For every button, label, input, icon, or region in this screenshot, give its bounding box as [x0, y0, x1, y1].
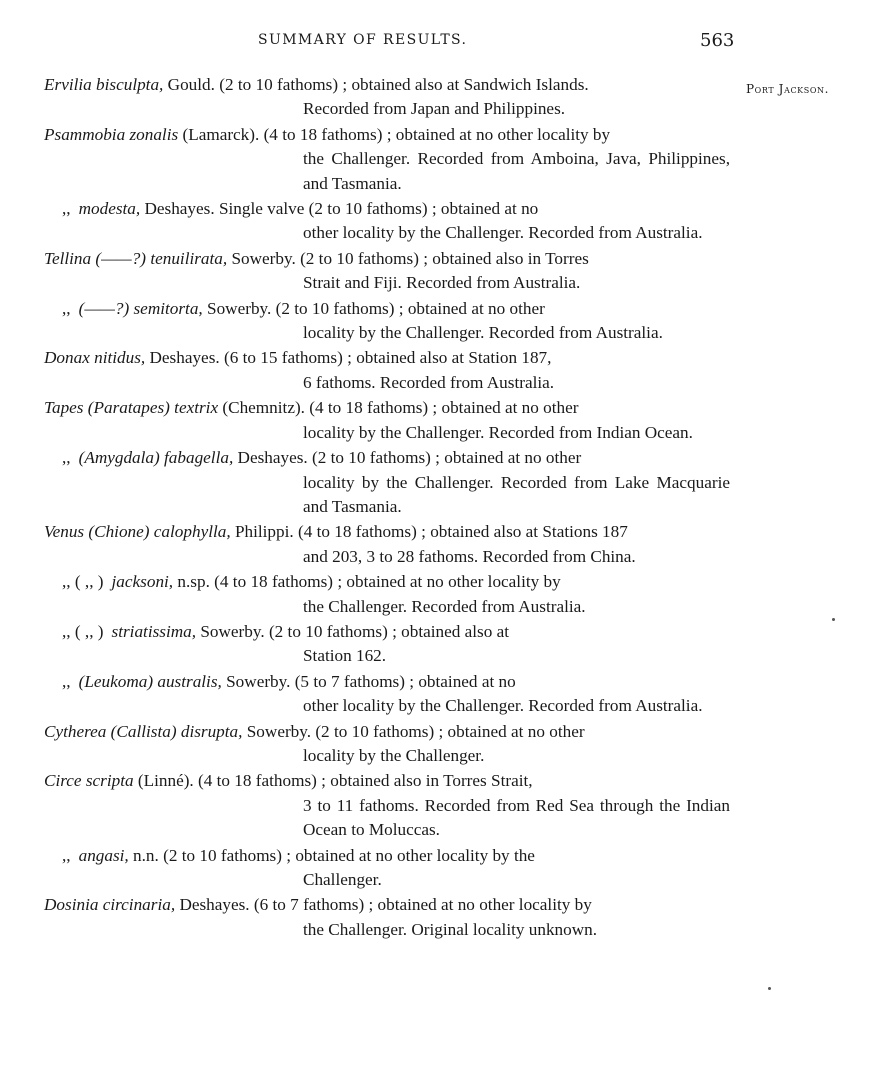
species-entry	[0, 73, 880, 122]
entry-continuation: other locality by the Challenger. Recorded from Australia.	[303, 696, 703, 716]
species-name: (Leukoma) australis,	[78, 671, 222, 691]
species-name: Psammobia zonalis	[44, 124, 179, 144]
entry-first-line	[0, 670, 748, 694]
entry-details: Deshayes. (6 to 15 fathoms) ; obtained also at Station 187,	[145, 348, 552, 368]
entry-details: Sowerby. (2 to 10 fathoms) ; obtained at no other	[242, 721, 585, 741]
entry-continuation: locality by the Challenger. Recorded from Lake Macquarie and Tasmania.	[303, 472, 730, 516]
species-entry	[0, 844, 880, 893]
entry-details: Sowerby. (2 to 10 fathoms) ; obtained at no other	[202, 298, 545, 318]
species-name: Ervilia bisculpta,	[44, 75, 164, 94]
entry-continuation: Station 162.	[303, 646, 387, 666]
entry-continuation: the Challenger. Recorded from Amboina, Java, Philippines, and Tasmania.	[303, 149, 730, 193]
entry-details: n.n. (2 to 10 fathoms) ; obtained at no other locality by the	[128, 845, 535, 865]
entry-details: Deshayes. (6 to 7 fathoms) ; obtained at no other locality by	[175, 895, 592, 915]
species-name: Tapes (Paratapes) textrix	[44, 398, 219, 418]
entry-first-line	[0, 570, 748, 594]
entry-first-line	[0, 346, 730, 370]
entry-continuation: and 203, 3 to 28 fathoms. Recorded from China.	[303, 546, 636, 566]
species-list	[0, 73, 880, 943]
species-name: Donax nitidus,	[44, 348, 146, 368]
species-entry	[0, 769, 880, 842]
entry-continuation: the Challenger. Original locality unknown.	[303, 919, 598, 939]
entry-details: n.sp. (4 to 18 fathoms) ; obtained at no other locality by	[173, 572, 561, 592]
entry-details: Deshayes. Single valve (2 to 10 fathoms) ; obtained at no	[140, 199, 539, 219]
species-entry	[0, 446, 880, 519]
entry-continuation: locality by the Challenger. Recorded from Indian Ocean.	[303, 422, 693, 442]
species-entry	[0, 520, 880, 569]
species-name: modesta,	[78, 199, 141, 219]
entry-continuation: the Challenger. Recorded from Australia.	[303, 596, 586, 616]
entry-continuation: locality by the Challenger. Recorded from Australia.	[303, 323, 663, 343]
species-name: Venus (Chione) calophylla,	[44, 522, 231, 542]
species-entry	[0, 197, 880, 246]
species-entry	[0, 670, 880, 719]
entry-first-line	[0, 620, 748, 644]
entry-first-line	[0, 197, 748, 221]
species-name: Dosinia circinaria,	[44, 895, 176, 915]
species-entry	[0, 297, 880, 346]
species-name: jacksoni,	[111, 572, 174, 592]
species-name: (Amygdala) fabagella,	[78, 448, 234, 468]
entry-details: Sowerby. (5 to 7 fathoms) ; obtained at no	[221, 671, 516, 691]
entry-continuation: other locality by the Challenger. Recorded from Australia.	[303, 223, 703, 243]
entry-details: (Linné). (4 to 18 fathoms) ; obtained also in Torres Strait,	[133, 771, 533, 791]
species-name: striatissima,	[111, 621, 197, 641]
entry-continuation: locality by the Challenger.	[303, 745, 485, 765]
entry-details: Deshayes. (2 to 10 fathoms) ; obtained at no other	[233, 448, 582, 468]
species-entry	[0, 570, 880, 619]
entry-first-line	[0, 769, 730, 793]
entry-first-line	[0, 123, 730, 147]
species-entry	[0, 720, 880, 769]
entry-continuation: Strait and Fiji. Recorded from Australia.	[303, 273, 581, 293]
species-name: Cytherea (Callista) disrupta,	[44, 721, 243, 741]
species-entry	[0, 620, 880, 669]
entry-first-line	[0, 844, 748, 868]
species-name: Circe scripta	[44, 771, 134, 791]
entry-continuation: Challenger.	[303, 870, 382, 889]
entry-first-line	[0, 720, 730, 744]
ditto-mark: ,,	[62, 671, 71, 691]
entry-details: Philippi. (4 to 18 fathoms) ; obtained also at Stations 187	[230, 522, 628, 542]
species-entry	[0, 893, 880, 942]
species-name: angasi,	[78, 845, 129, 865]
entry-continuation: 3 to 11 fathoms. Recorded from Red Sea through the Indian Ocean to Moluccas.	[303, 795, 730, 840]
species-entry	[0, 247, 880, 296]
ditto-mark: ,, ( ,, )	[62, 572, 104, 592]
ditto-mark: ,, ( ,, )	[62, 621, 104, 641]
running-head: SUMMARY OF RESULTS.	[258, 32, 468, 48]
entry-first-line	[0, 396, 730, 420]
species-entry	[0, 396, 880, 445]
entry-first-line	[0, 73, 730, 97]
species-name: (——?) semitorta,	[78, 298, 203, 318]
ditto-mark: ,,	[62, 298, 71, 318]
entry-details: Sowerby. (2 to 10 fathoms) ; obtained also in Torres	[227, 248, 589, 268]
species-name: Tellina (——?) tenuilirata,	[44, 248, 228, 268]
entry-details: Sowerby. (2 to 10 fathoms) ; obtained also at	[196, 621, 510, 641]
margin-note: Port Jackson.	[746, 82, 830, 96]
entry-details: (Chemnitz). (4 to 18 fathoms) ; obtained at no other	[218, 398, 579, 418]
entry-first-line	[0, 297, 748, 321]
entry-details: (Lamarck). (4 to 18 fathoms) ; obtained at no other locality by	[178, 124, 611, 144]
ditto-mark: ,,	[62, 448, 71, 468]
ditto-mark: ,,	[62, 845, 71, 865]
entry-first-line	[0, 446, 748, 470]
entry-details: Gould. (2 to 10 fathoms) ; obtained also at Sandwich Islands.	[163, 75, 589, 94]
speck	[832, 618, 835, 621]
entry-first-line	[0, 520, 730, 544]
entry-continuation: 6 fathoms. Recorded from Australia.	[303, 372, 555, 392]
entry-continuation: Recorded from Japan and Philippines.	[303, 99, 566, 119]
entry-first-line	[0, 893, 730, 917]
page-number: 563	[700, 30, 735, 51]
ditto-mark: ,,	[62, 199, 71, 219]
entry-first-line	[0, 247, 730, 271]
species-entry	[0, 123, 880, 196]
species-entry	[0, 346, 880, 395]
speck	[768, 987, 771, 990]
